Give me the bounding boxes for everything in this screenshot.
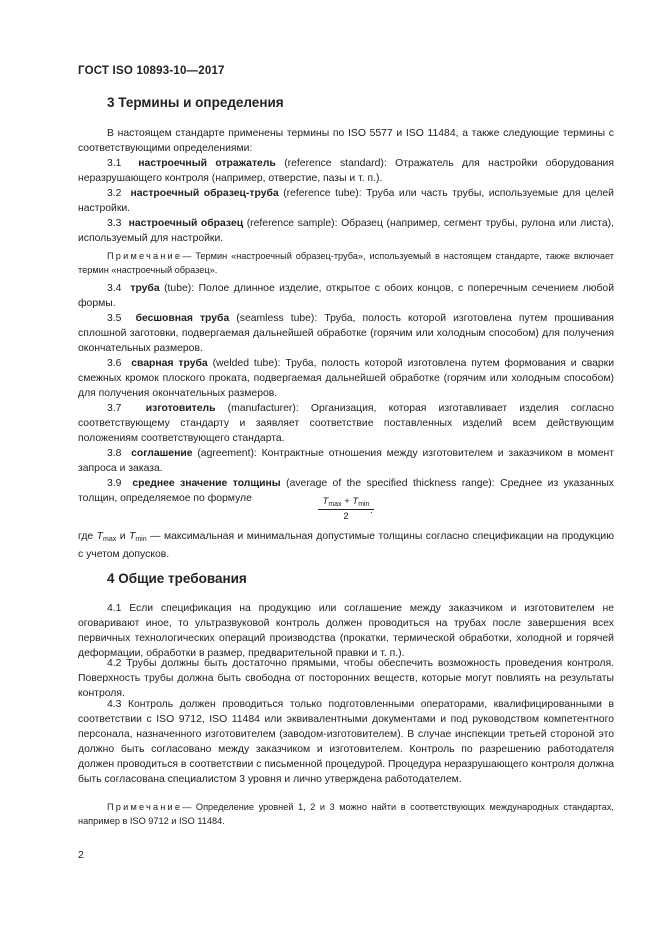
term-3-8 <box>78 446 614 476</box>
term-name: бесшовная труба <box>135 313 230 324</box>
term-3-7 <box>78 401 614 446</box>
term-number: 3.2 <box>107 188 122 199</box>
formula-period: . <box>370 505 373 516</box>
term-3-1 <box>78 156 614 186</box>
document-header: ГОСТ ISO 10893-10—2017 <box>78 65 225 77</box>
term-name: настроечный образец-труба <box>130 188 279 199</box>
term-definition: (seamless tube): Труба, полость которой изготовлена путем прошивания сплошной заготовки, подвергаемая дальнейшей обработке (горячим или холодным способом) для получения окончательных размеров. <box>78 313 614 354</box>
formula-denominator: 2 <box>343 511 349 522</box>
section-3-title: 3 Термины и определения <box>107 95 284 110</box>
term-name: труба <box>130 283 160 294</box>
note-label: Примечание <box>107 251 183 261</box>
term-number: 3.8 <box>107 448 122 459</box>
term-number: 3.7 <box>107 403 122 414</box>
clause-4-1: 4.1 Если спецификация на продукцию или соглашение между заказчиком и изготовителем не оговаривают иное, то ультразвуковой контроль должен проводиться на трубах после завершения всех первичных технологических операций производства (прокатки, термической обработки, холодной и горячей деформации, обработки в размер, предварительной правки и т. п.). <box>78 603 614 659</box>
term-number: 3.1 <box>107 158 122 169</box>
term-definition: (reference sample): Образец (например, сегмент трубы, рулона или листа), используемый для настройки. <box>78 218 614 244</box>
term-3-4 <box>78 281 614 311</box>
section-3-intro: В настоящем стандарте применены термины по ISO 5577 и ISO 11484, а также следующие термины с соответствующими определениями: <box>78 128 614 154</box>
note-text: — Термин «настроечный образец-труба», используемый в настоящем стандарте, также включает термин «настроечный образец». <box>78 251 614 275</box>
term-number: 3.9 <box>107 478 122 489</box>
formula-explanation: где $T_{max}$ и $T_{min}$ — максимальная и минимальная допустимые толщины согласно спецификации на продукцию с учетом допусков. <box>78 531 615 560</box>
term-number: 3.6 <box>107 358 122 369</box>
term-definition: (welded tube): Труба, полость которой изготовлена путем формования и сварки смежных кромок плоского проката, подвергаемая дальнейшей обработке (горячим или холодным способом) для получения окончательных размеров. <box>78 358 615 399</box>
term-definition: (manufacturer): Организация, которая изготавливает изделия согласно соответствующему стандарту и заявляет соответствие поставленных изделий всем действующим положениям соответствующего стандарта. <box>78 403 614 444</box>
term-number: 3.5 <box>107 313 122 324</box>
note-1 <box>78 249 614 277</box>
term-definition: (reference tube): Труба или часть трубы, используемые для целей настройки. <box>78 188 614 214</box>
section-4-title: 4 Общие требования <box>107 571 247 586</box>
term-name: настроечный образец <box>128 218 244 229</box>
term-number: 3.3 <box>107 218 122 229</box>
note-label: Примечание <box>107 802 183 812</box>
note-2 <box>78 800 614 828</box>
clause-4-3: 4.3 Контроль должен проводиться только подготовленными операторами, квалифицированными в соответствии с ISO 9712, ISO 11484 или эквивалентными документами и под руководством компетентного персонала, назначенного изготовителем (заводом-изготовителем). В случае инспекции третьей стороной это должно быть согласовано между заказчиком и изготовителем. Контроль по разрешению работодателя должен проводиться в соответствии с письменной процедурой. Процедура неразрушающего контроля должна быть согласована специалистом 3 уровня и лично утверждена работодателем. <box>78 699 614 785</box>
clause-4-2: 4.2 Трубы должны быть достаточно прямыми, чтобы обеспечить возможность проведения контроля. Поверхность трубы должна быть свободна от посторонних веществ, которые могут повлиять на результаты контроля. <box>78 658 614 699</box>
term-definition: (agreement): Контрактные отношения между изготовителем и заказчиком в момент запроса и заказа. <box>78 448 614 474</box>
page-number: 2 <box>78 849 84 861</box>
term-number: 3.4 <box>107 283 122 294</box>
term-3-6 <box>78 356 614 401</box>
formula-numerator: $T_{max} + T_{min}$ <box>318 496 374 510</box>
term-name: среднее значение толщины <box>132 478 281 489</box>
term-name: настроечный отражатель <box>138 158 276 169</box>
term-name: сварная труба <box>131 358 208 369</box>
term-definition: (tube): Полое длинное изделие, открытое с обоих концов, с поперечным сечением любой формы. <box>78 283 615 309</box>
term-definition: (reference standard): Отражатель для настройки оборудования неразрушающего контроля (например, отверстие, пазы и т. п.). <box>78 158 614 184</box>
term-name: соглашение <box>131 448 193 459</box>
term-3-2 <box>78 186 614 216</box>
term-3-3 <box>78 216 614 246</box>
note-text: — Определение уровней 1, 2 и 3 можно найти в соответствующих международных стандартах, например в ISO 9712 и ISO 11484. <box>78 802 614 826</box>
thickness-average-formula <box>318 496 374 522</box>
term-3-5 <box>78 311 614 356</box>
term-name: изготовитель <box>145 403 216 414</box>
term-definition: (average of the specified thickness range): Среднее из указанных толщин, определяемое по формуле <box>78 478 614 504</box>
